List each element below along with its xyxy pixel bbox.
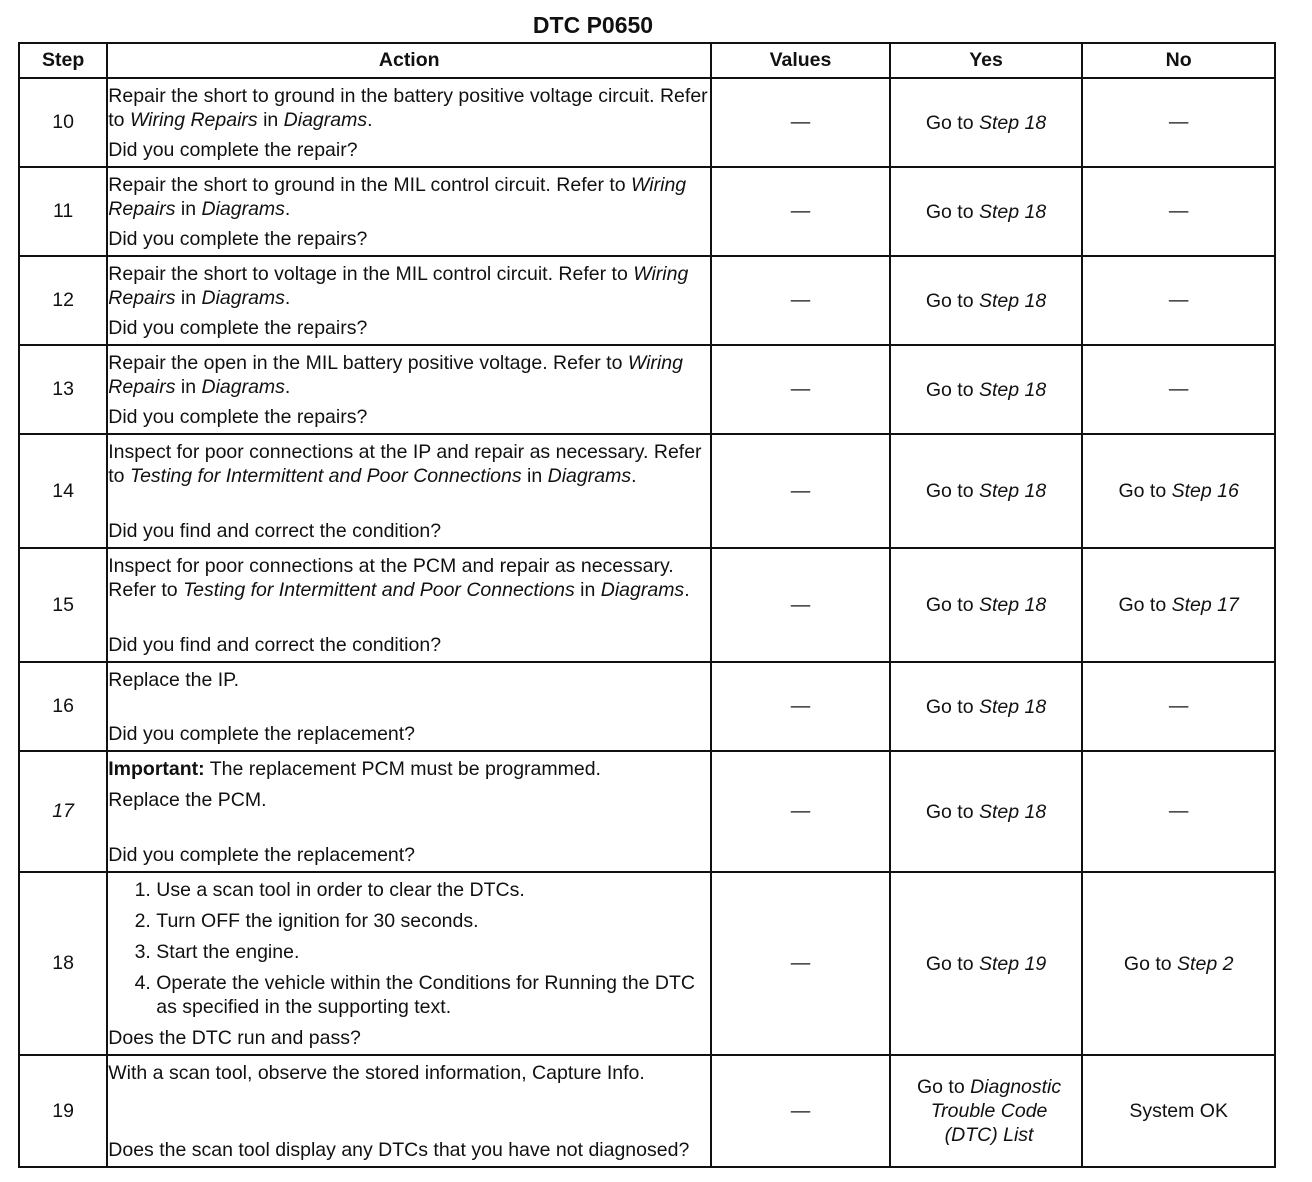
action-question: Did you find and correct the condition? xyxy=(108,519,442,542)
values-cell xyxy=(711,256,890,345)
reference-link: Testing for Intermittent and Poor Connections xyxy=(183,578,575,601)
table-row xyxy=(19,256,1275,345)
dash-mark: — xyxy=(790,1099,811,1122)
no-cell xyxy=(1082,345,1275,434)
step-number: 18 xyxy=(19,872,107,1055)
page-title: DTC P0650 xyxy=(532,12,654,38)
action-question: Did you complete the repairs? xyxy=(108,405,368,428)
step-link[interactable]: Step 18 xyxy=(979,200,1047,223)
step-link[interactable]: Step 18 xyxy=(979,289,1047,312)
dash-mark: — xyxy=(790,695,811,717)
action-cell xyxy=(107,256,711,345)
values-cell xyxy=(711,434,890,548)
action-question: Did you complete the repairs? xyxy=(108,316,368,339)
values-cell xyxy=(711,1055,890,1167)
header-row xyxy=(19,43,1275,78)
dash-mark: — xyxy=(790,479,811,502)
action-cell xyxy=(107,751,711,872)
reference-link: Testing for Intermittent and Poor Connections xyxy=(129,464,522,487)
action-question: Does the DTC run and pass? xyxy=(108,1026,361,1049)
table-row xyxy=(19,78,1275,167)
action-question: Did you find and correct the condition? xyxy=(108,633,442,656)
step-link[interactable]: Step 19 xyxy=(979,952,1047,975)
action-cell xyxy=(107,434,711,548)
action-cell xyxy=(107,78,711,167)
yes-cell: Go to Step 18 xyxy=(890,345,1083,434)
step-link[interactable]: Step 18 xyxy=(979,480,1047,502)
dash-mark: — xyxy=(1168,111,1189,133)
reference-link: Diagrams xyxy=(547,464,632,487)
reference-link: Diagrams xyxy=(201,197,285,220)
header-no: No xyxy=(1082,43,1275,78)
step-number: 11 xyxy=(19,167,107,256)
no-cell: Go to Step 17 xyxy=(1082,548,1275,662)
yes-cell: Go to Step 18 xyxy=(890,434,1083,548)
no-cell: Go to Step 2 xyxy=(1082,872,1275,1055)
action-text: Inspect for poor connections at the IP and repair as necessary. Refer to Testing for Intermittent and Poor Connections in Diagrams. xyxy=(108,440,702,487)
no-cell xyxy=(1082,662,1275,751)
step-number: 14 xyxy=(19,434,107,548)
action-cell xyxy=(107,662,711,751)
step-link[interactable]: Step 18 xyxy=(979,594,1047,616)
table-row xyxy=(19,662,1275,751)
values-cell xyxy=(711,751,890,872)
reference-link: Diagrams xyxy=(201,375,285,398)
step-number: 13 xyxy=(19,345,107,434)
table-row xyxy=(19,1055,1275,1167)
action-question: Did you complete the replacement? xyxy=(108,843,416,866)
action-text: Replace the PCM. xyxy=(108,788,267,811)
table-row xyxy=(19,751,1275,872)
action-text: Inspect for poor connections at the PCM and repair as necessary. Refer to Testing for Intermittent and Poor Connections in Diagrams. xyxy=(108,554,690,601)
header-action: Action xyxy=(107,43,711,78)
list-item: 3. Start the engine. xyxy=(156,940,710,964)
action-text: Repair the short to voltage in the MIL control circuit. Refer to Wiring Repairs in Diagrams. xyxy=(108,262,689,309)
values-cell xyxy=(711,662,890,751)
step-link[interactable]: Step 18 xyxy=(979,800,1047,823)
yes-cell: Go to Step 18 xyxy=(890,167,1083,256)
action-cell xyxy=(107,167,711,256)
procedure-list xyxy=(108,878,710,1019)
reference-link: Diagrams xyxy=(283,108,368,131)
values-cell xyxy=(711,167,890,256)
yes-cell: Go to Step 18 xyxy=(890,256,1083,345)
no-cell xyxy=(1082,751,1275,872)
table-row xyxy=(19,167,1275,256)
table-row xyxy=(19,548,1275,662)
list-item: 1. Use a scan tool in order to clear the DTCs. xyxy=(156,878,710,902)
values-cell xyxy=(711,78,890,167)
step-link[interactable]: Step 2 xyxy=(1177,952,1234,975)
header-yes: Yes xyxy=(890,43,1083,78)
dash-mark: — xyxy=(1168,289,1189,311)
reference-link: Wiring Repairs xyxy=(108,173,687,220)
dash-mark: — xyxy=(790,952,811,974)
yes-cell: Go to Step 18 xyxy=(890,548,1083,662)
dash-mark: — xyxy=(790,378,811,400)
values-cell xyxy=(711,872,890,1055)
dash-mark: — xyxy=(790,200,811,222)
reference-link: Wiring Repairs xyxy=(129,108,258,131)
action-cell xyxy=(107,345,711,434)
action-cell xyxy=(107,1055,711,1167)
step-link[interactable]: Step 17 xyxy=(1171,594,1239,616)
step-number: 17 xyxy=(19,751,107,872)
dash-mark: — xyxy=(1168,200,1189,222)
action-text: With a scan tool, observe the stored information, Capture Info. xyxy=(108,1061,645,1084)
action-question: Did you complete the replacement? xyxy=(108,722,416,745)
list-item: 4. Operate the vehicle within the Conditions for Running the DTC as specified in the supporting text. xyxy=(156,971,710,1019)
dash-mark: — xyxy=(1168,378,1189,400)
step-number: 19 xyxy=(19,1055,107,1167)
table-row xyxy=(19,345,1275,434)
step-link[interactable]: Step 18 xyxy=(979,695,1047,718)
no-cell: Go to Step 16 xyxy=(1082,434,1275,548)
important-note: Important: The replacement PCM must be programmed. xyxy=(108,757,601,780)
step-link[interactable]: Step 16 xyxy=(1171,480,1239,502)
yes-cell: Go to Step 19 xyxy=(890,872,1083,1055)
table-row xyxy=(19,434,1275,548)
values-cell xyxy=(711,548,890,662)
header-values: Values xyxy=(711,43,890,78)
yes-cell: Go to Step 18 xyxy=(890,662,1083,751)
action-text: Repair the short to ground in the MIL control circuit. Refer to Wiring Repairs in Diagrams. xyxy=(108,173,687,220)
dash-mark: — xyxy=(790,800,811,822)
action-question: Did you complete the repairs? xyxy=(108,227,368,250)
yes-cell: Go to Step 18 xyxy=(890,751,1083,872)
step-link[interactable]: Step 18 xyxy=(979,111,1047,134)
action-question: Did you complete the repair? xyxy=(108,138,358,161)
step-number: 15 xyxy=(19,548,107,662)
table-row xyxy=(19,872,1275,1055)
dash-mark: — xyxy=(1168,695,1189,717)
action-text: Repair the short to ground in the battery positive voltage circuit. Refer to Wiring Repairs in Diagrams. xyxy=(108,84,708,131)
reference-link: Diagrams xyxy=(201,286,285,309)
no-cell xyxy=(1082,256,1275,345)
no-cell xyxy=(1082,78,1275,167)
step-link[interactable]: Step 18 xyxy=(979,378,1047,401)
no-cell xyxy=(1082,167,1275,256)
action-text: Repair the open in the MIL battery positive voltage. Refer to Wiring Repairs in Diagrams. xyxy=(108,351,683,398)
action-question: Does the scan tool display any DTCs that you have not diagnosed? xyxy=(108,1138,690,1161)
reference-link: Wiring Repairs xyxy=(108,351,683,398)
dtc-list-link[interactable]: Diagnostic Trouble Code (DTC) List xyxy=(930,1076,1062,1146)
list-item: 2. Turn OFF the ignition for 30 seconds. xyxy=(156,909,710,933)
step-number: 12 xyxy=(19,256,107,345)
dash-mark: — xyxy=(790,289,811,311)
diagnostic-table xyxy=(18,42,1276,1168)
dash-mark: — xyxy=(1168,800,1189,822)
yes-cell: Go to Diagnostic Trouble Code (DTC) List xyxy=(890,1055,1083,1167)
step-number: 16 xyxy=(19,662,107,751)
action-text: Replace the IP. xyxy=(108,668,240,691)
dash-mark: — xyxy=(790,111,811,133)
action-cell xyxy=(107,548,711,662)
dash-mark: — xyxy=(790,593,811,616)
reference-link: Wiring Repairs xyxy=(108,262,689,309)
header-step: Step xyxy=(19,43,107,78)
step-number: 10 xyxy=(19,78,107,167)
yes-cell: Go to Step 18 xyxy=(890,78,1083,167)
values-cell xyxy=(711,345,890,434)
no-cell: System OK xyxy=(1082,1055,1275,1167)
action-cell xyxy=(107,872,711,1055)
reference-link: Diagrams xyxy=(600,578,685,601)
